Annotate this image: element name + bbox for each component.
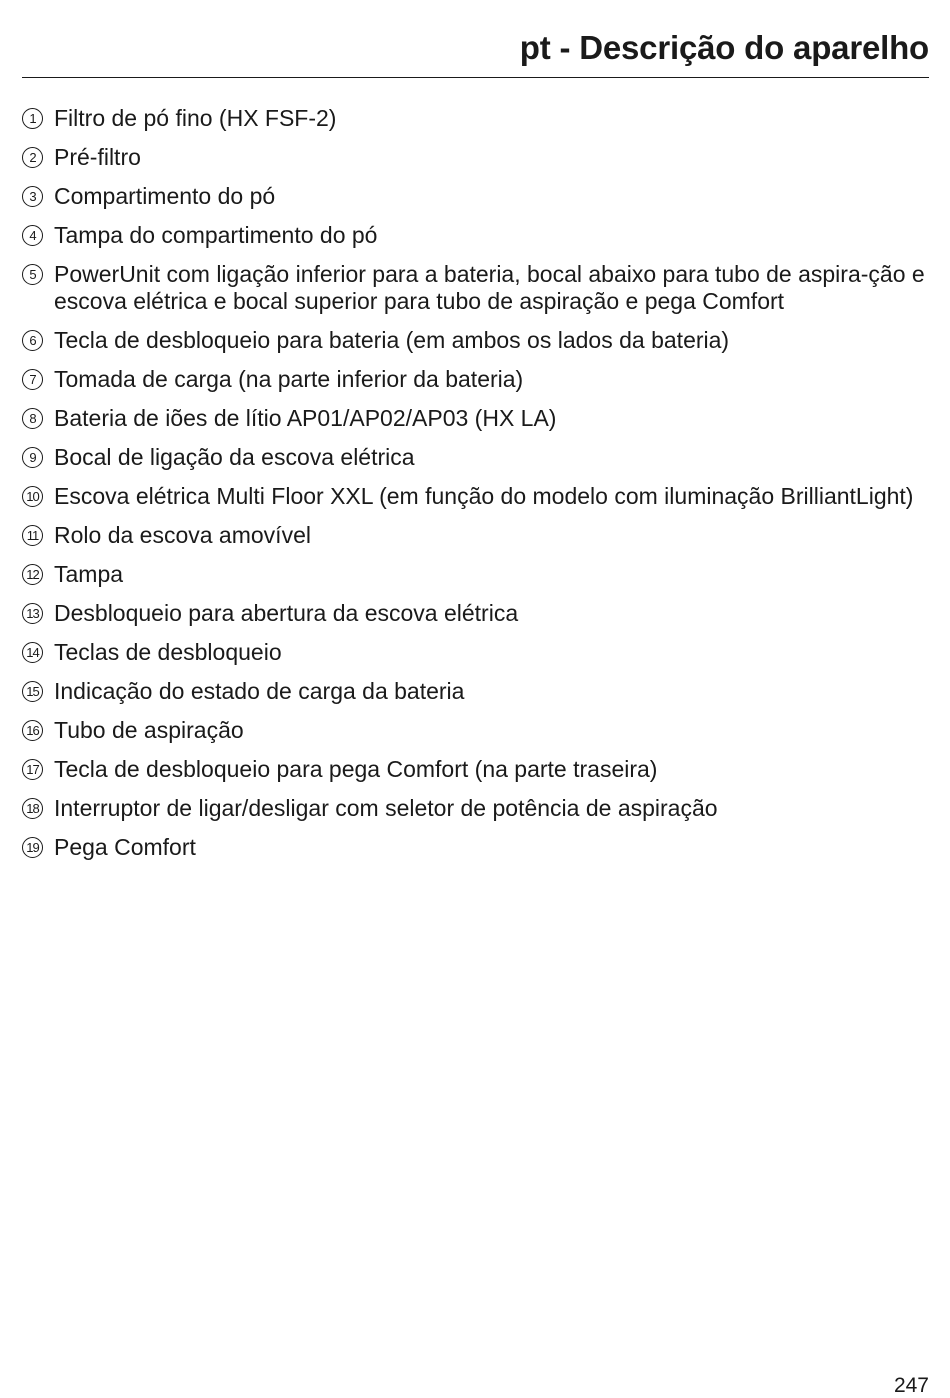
list-item (22, 261, 929, 315)
page-title: pt - Descrição do aparelho (519, 29, 929, 66)
item-number: 2 (22, 147, 43, 168)
item-number: 9 (22, 447, 43, 468)
item-number: 10 (22, 486, 43, 507)
item-number: 7 (22, 369, 43, 390)
item-text: PowerUnit com ligação inferior para a bateria, bocal abaixo para tubo de aspira-ção e escova elétrica e bocal superior para tubo de aspiração e pega Comfort (54, 261, 925, 314)
list-item (22, 222, 929, 249)
item-number: 14 (22, 642, 43, 663)
list-item (22, 405, 929, 432)
item-text: Tecla de desbloqueio para bateria (em ambos os lados da bateria) (54, 327, 730, 353)
item-text: Compartimento do pó (54, 183, 276, 209)
list-item (22, 795, 929, 822)
list-item (22, 678, 929, 705)
item-number: 15 (22, 681, 43, 702)
item-text: Indicação do estado de carga da bateria (54, 678, 465, 704)
item-number: 19 (22, 837, 43, 858)
list-item (22, 522, 929, 549)
item-number: 8 (22, 408, 43, 429)
item-number: 11 (22, 525, 43, 546)
item-number: 18 (22, 798, 43, 819)
item-number: 6 (22, 330, 43, 351)
item-text: Desbloqueio para abertura da escova elétrica (54, 600, 519, 626)
list-item (22, 483, 929, 510)
list-item (22, 600, 929, 627)
list-item (22, 327, 929, 354)
item-number: 17 (22, 759, 43, 780)
list-item (22, 183, 929, 210)
item-text: Bateria de iões de lítio AP01/AP02/AP03 (HX LA) (54, 405, 557, 431)
list-item (22, 144, 929, 171)
page-header (22, 0, 929, 78)
item-text: Rolo da escova amovível (54, 522, 311, 548)
item-text: Pré-filtro (54, 144, 141, 170)
component-list (22, 105, 929, 873)
item-number: 16 (22, 720, 43, 741)
list-item (22, 639, 929, 666)
list-item (22, 366, 929, 393)
item-text: Tampa (54, 561, 124, 587)
item-text: Tecla de desbloqueio para pega Comfort (na parte traseira) (54, 756, 658, 782)
list-item (22, 105, 929, 132)
item-number: 1 (22, 108, 43, 129)
item-number: 3 (22, 186, 43, 207)
item-number: 4 (22, 225, 43, 246)
item-text: Filtro de pó fino (HX FSF-2) (54, 105, 337, 131)
item-text: Escova elétrica Multi Floor XXL (em função do modelo com iluminação BrilliantLight) (54, 483, 914, 509)
list-item (22, 444, 929, 471)
list-item (22, 717, 929, 744)
item-text: Pega Comfort (54, 834, 196, 860)
item-number: 13 (22, 603, 43, 624)
item-text: Tampa do compartimento do pó (54, 222, 378, 248)
list-item (22, 756, 929, 783)
item-text: Tomada de carga (na parte inferior da bateria) (54, 366, 524, 392)
item-text: Bocal de ligação da escova elétrica (54, 444, 415, 470)
list-item (22, 834, 929, 861)
item-text: Interruptor de ligar/desligar com seletor de potência de aspiração (54, 795, 718, 821)
item-number: 12 (22, 564, 43, 585)
item-number: 5 (22, 264, 43, 285)
list-item (22, 561, 929, 588)
item-text: Tubo de aspiração (54, 717, 244, 743)
page-number: 247 (893, 1374, 929, 1397)
item-text: Teclas de desbloqueio (54, 639, 282, 665)
